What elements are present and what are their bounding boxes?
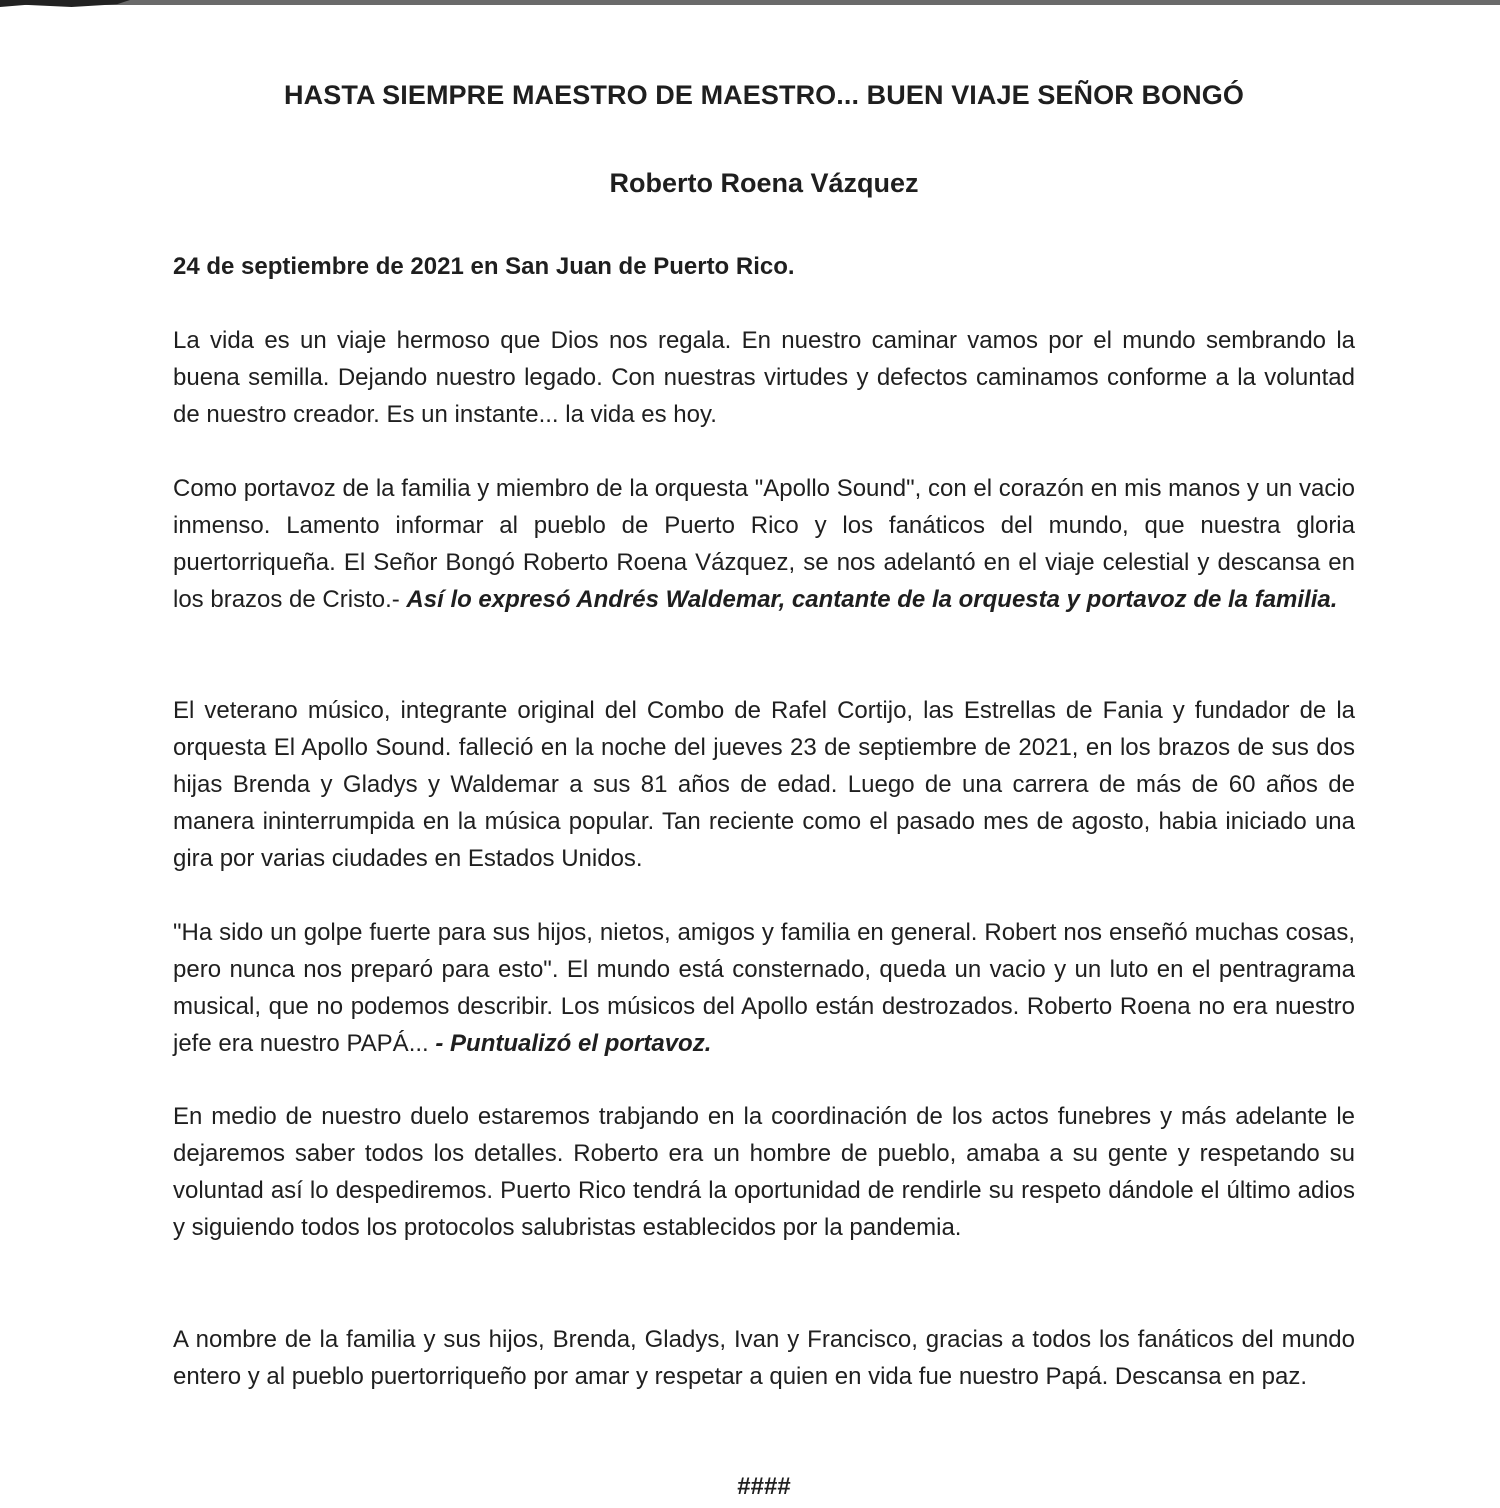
paragraph-5 xyxy=(173,1098,1355,1246)
paragraph-text: En medio de nuestro duelo estaremos trabjando en la coordinación de los actos funebres y más adelante le dejaremos saber todos los detalles. Roberto era un hombre de pueblo, amaba a su gente y respetando su voluntad así lo despediremos. Puerto Rico tendrá la oportunidad de rendirle su respeto dándole el último adios y siguiendo todos los protocolos salubristas establecidos por la pandemia. xyxy=(173,1103,1355,1241)
paragraph-6 xyxy=(173,1321,1355,1395)
paragraph-text: "Ha sido un golpe fuerte para sus hijos, nietos, amigos y familia en general. Robert nos enseñó muchas cosas, pero nunca nos preparó para esto". El mundo está consternado, queda un vacio y un luto en el pentragrama musical, que no podemos describir. Los músicos del Apollo están destrozados. Roberto Roena no era nuestro jefe era nuestro PAPÁ... xyxy=(173,919,1355,1057)
paragraph-1 xyxy=(173,322,1355,433)
dateline: 24 de septiembre de 2021 en San Juan de Puerto Rico. xyxy=(173,253,795,280)
paragraph-text: Como portavoz de la familia y miembro de la orquesta "Apollo Sound", con el corazón en mis manos y un vacio inmenso. Lamento informar al pueblo de Puerto Rico y los fanáticos del mundo, que nuestra gloria puertorriqueña. El Señor Bongó Roberto Roena Vázquez, se nos adelantó en el viaje celestial y descansa en los brazos de Cristo.- xyxy=(173,475,1355,613)
end-mark: #### xyxy=(737,1473,791,1500)
paragraph-3 xyxy=(173,692,1355,877)
paragraph-text: A nombre de la familia y sus hijos, Brenda, Gladys, Ivan y Francisco, gracias a todos los fanáticos del mundo entero y al pueblo puertorriqueño por amar y respetar a quien en vida fue nuestro Papá. Descansa en paz. xyxy=(173,1326,1355,1390)
top-edge-bar xyxy=(0,0,1500,5)
paragraph-4 xyxy=(173,914,1355,1062)
paragraph-text: El veterano músico, integrante original del Combo de Rafel Cortijo, las Estrellas de Fania y fundador de la orquesta El Apollo Sound. falleció en la noche del jueves 23 de septiembre de 2021, en los brazos de sus dos hijas Brenda y Gladys y Waldemar a sus 81 años de edad. Luego de una carrera de más de 60 años de manera ininterrumpida en la música popular. Tan reciente como el pasado mes de agosto, habia iniciado una gira por varias ciudades en Estados Unidos. xyxy=(173,697,1355,872)
paragraph-emphasis: Así lo expresó Andrés Waldemar, cantante de la orquesta y portavoz de la familia. xyxy=(406,586,1338,613)
paragraph-emphasis: - Puntualizó el portavoz. xyxy=(435,1030,712,1057)
document-title: HASTA SIEMPRE MAESTRO DE MAESTRO... BUEN VIAJE SEÑOR BONGÓ xyxy=(284,80,1244,110)
paragraph-text: La vida es un viaje hermoso que Dios nos regala. En nuestro caminar vamos por el mundo sembrando la buena semilla. Dejando nuestro legado. Con nuestras virtudes y defectos caminamos conforme a la voluntad de nuestro creador. Es un instante... la vida es hoy. xyxy=(173,327,1355,428)
top-edge-smudge xyxy=(0,0,130,7)
document-subtitle: Roberto Roena Vázquez xyxy=(609,168,919,198)
paragraph-2 xyxy=(173,470,1355,618)
